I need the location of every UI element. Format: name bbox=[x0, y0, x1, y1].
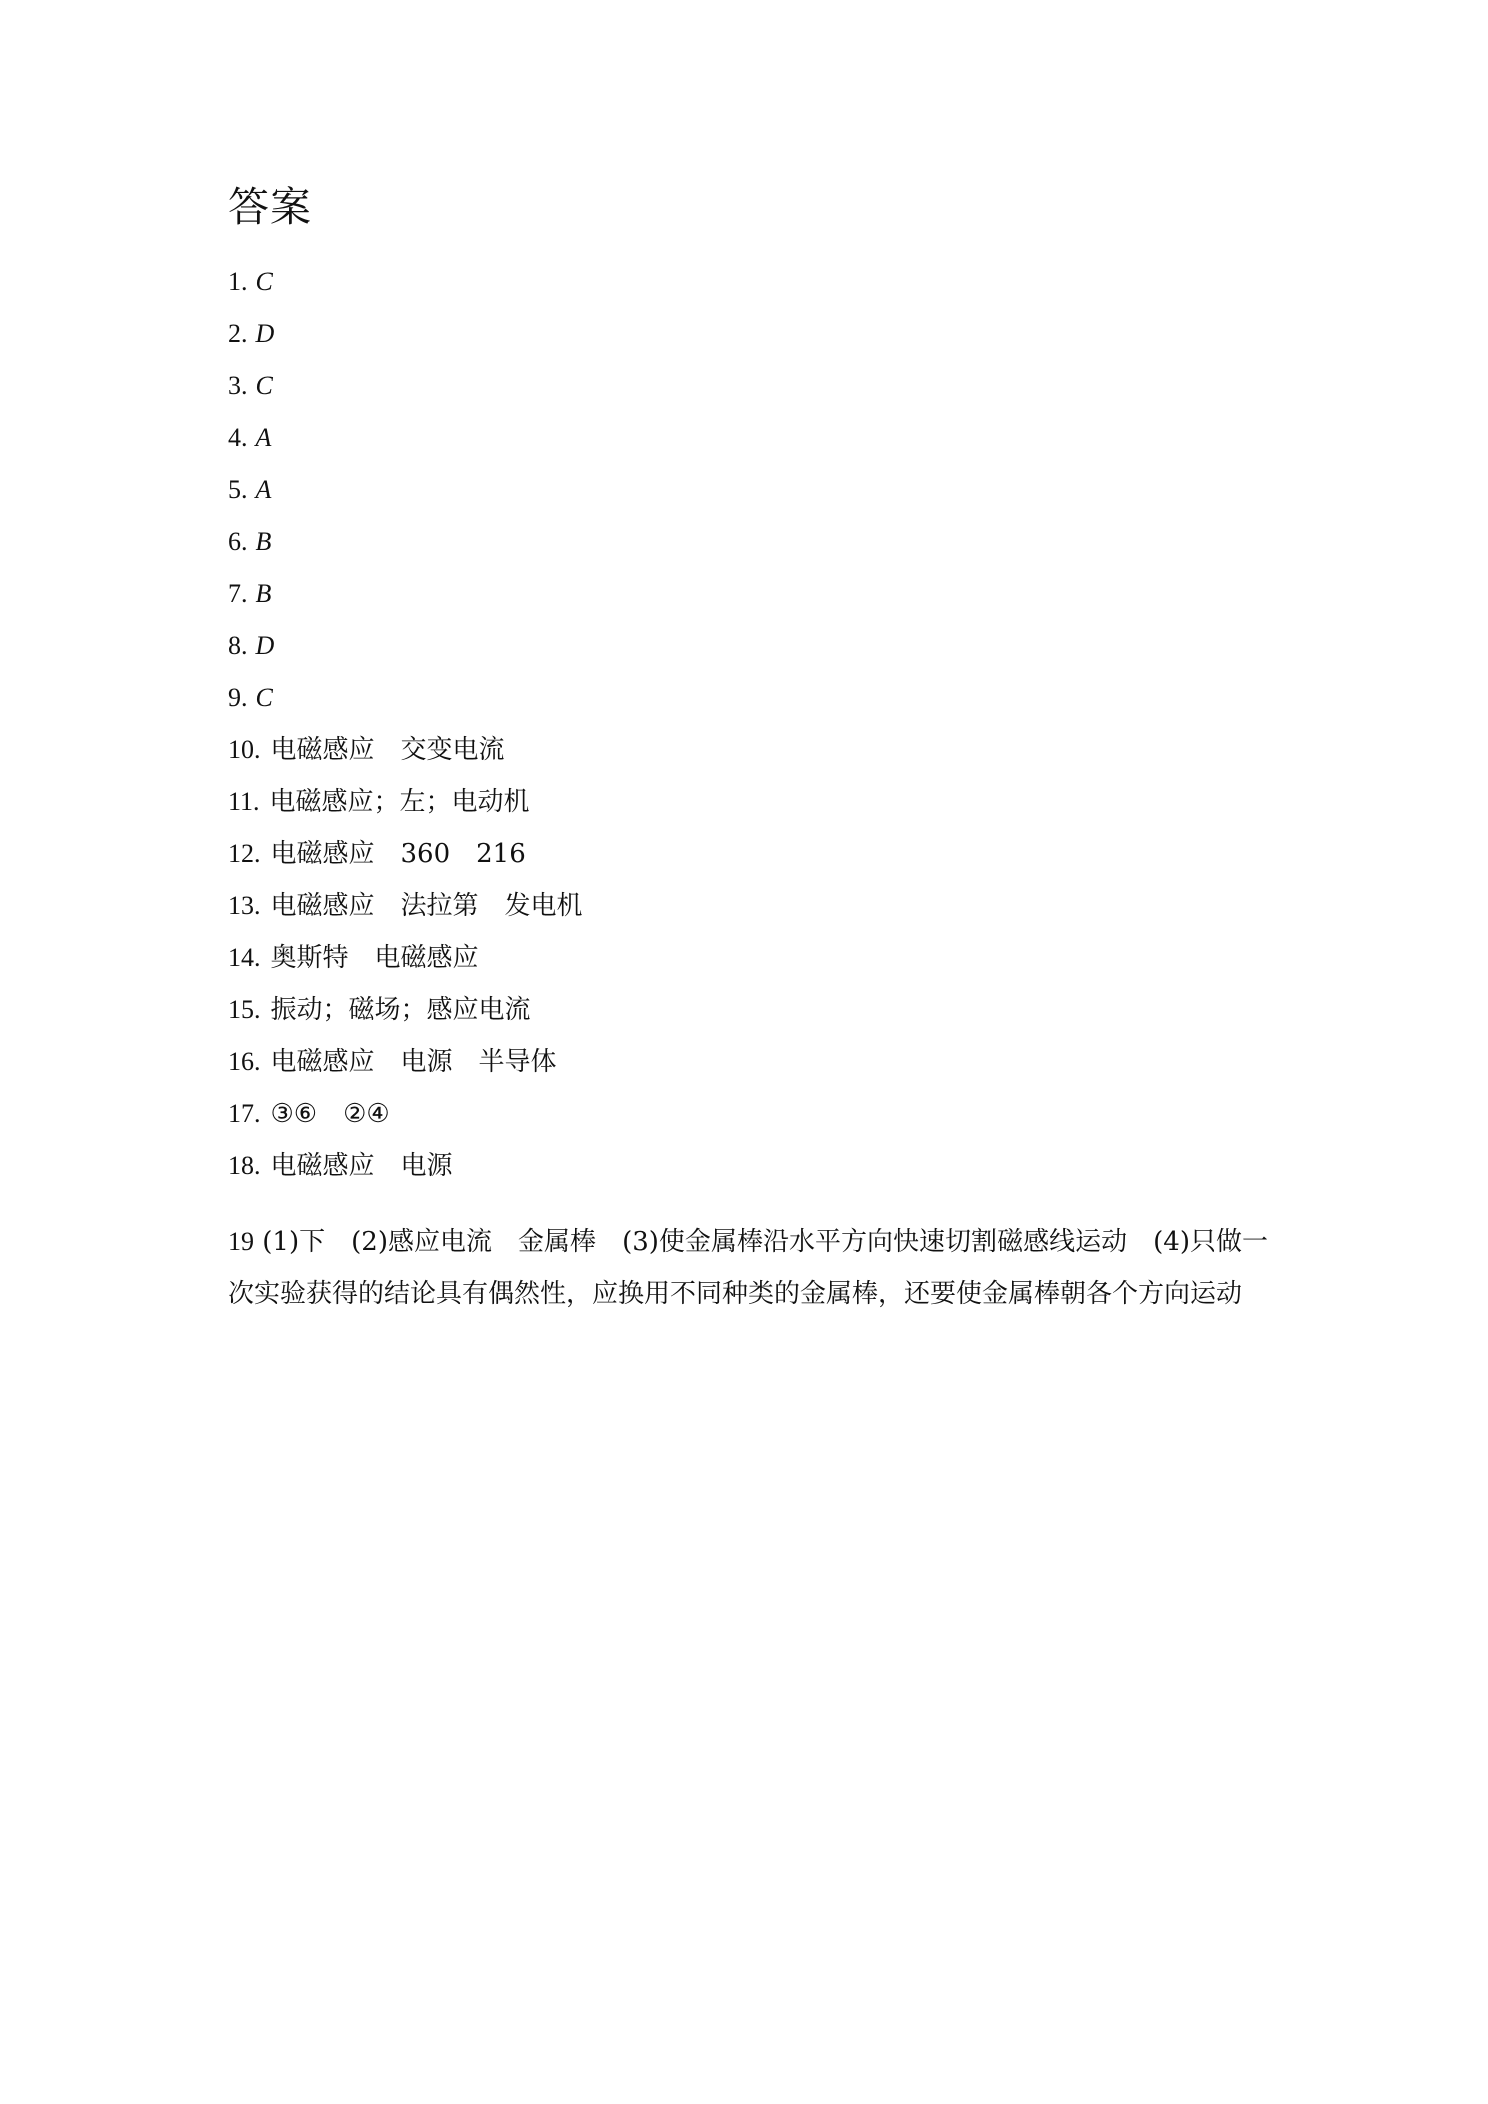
answer-item-8 bbox=[228, 620, 1278, 672]
answer-number: 18. bbox=[228, 1151, 261, 1180]
answer-value: 电磁感应 交变电流 bbox=[270, 735, 505, 765]
answer-number: 3. bbox=[228, 371, 248, 400]
answer-value: D bbox=[255, 319, 275, 348]
answer-number: 10. bbox=[228, 735, 261, 764]
answer-item-11 bbox=[228, 776, 1278, 828]
answer-value: 电磁感应 法拉第 发电机 bbox=[270, 891, 583, 921]
answer-number: 7. bbox=[228, 579, 248, 608]
answer-number: 12. bbox=[228, 839, 261, 868]
answer-value: C bbox=[255, 267, 273, 296]
page-title: 答案 bbox=[228, 183, 312, 231]
answer-value: 奥斯特 电磁感应 bbox=[270, 943, 479, 973]
answer-item-15 bbox=[228, 984, 1278, 1036]
answer-value: C bbox=[255, 683, 273, 712]
answer-list bbox=[228, 256, 1278, 1192]
answer-number: 15. bbox=[228, 995, 261, 1024]
answer-item-3 bbox=[228, 360, 1278, 412]
answer-item-2 bbox=[228, 308, 1278, 360]
answer-value: 振动；磁场；感应电流 bbox=[270, 995, 531, 1025]
answer-value: B bbox=[255, 579, 272, 608]
answer-value: (1)下 (2)感应电流 金属棒 (3)使金属棒沿水平方向快速切割磁感线运动 (4)只做一次实验获得的结论具有偶然性，应换用不同种类的金属棒，还要使金属棒朝各个方向运动 bbox=[228, 1227, 1268, 1309]
answer-number: 14. bbox=[228, 943, 261, 972]
answer-number: 2. bbox=[228, 319, 248, 348]
answer-number: 4. bbox=[228, 423, 248, 452]
answer-value: D bbox=[255, 631, 275, 660]
answer-number: 13. bbox=[228, 891, 261, 920]
answer-number: 17. bbox=[228, 1099, 261, 1128]
answer-number: 6. bbox=[228, 527, 248, 556]
answer-item-12 bbox=[228, 828, 1278, 880]
answer-value: A bbox=[255, 423, 272, 452]
answer-number: 5. bbox=[228, 475, 248, 504]
answer-item-14 bbox=[228, 932, 1278, 984]
answer-number: 8. bbox=[228, 631, 248, 660]
answer-item-10 bbox=[228, 724, 1278, 776]
answer-value: 电磁感应 电源 半导体 bbox=[270, 1047, 557, 1077]
answer-number: 16. bbox=[228, 1047, 261, 1076]
answer-number: 19 bbox=[228, 1227, 254, 1256]
answer-number: 11. bbox=[228, 787, 260, 816]
answer-item-19 bbox=[228, 1216, 1268, 1320]
answer-item-4 bbox=[228, 412, 1278, 464]
answer-value: ③⑥ ②④ bbox=[270, 1099, 390, 1129]
answer-item-7 bbox=[228, 568, 1278, 620]
answer-item-5 bbox=[228, 464, 1278, 516]
answer-item-6 bbox=[228, 516, 1278, 568]
answer-item-16 bbox=[228, 1036, 1278, 1088]
answer-number: 1. bbox=[228, 267, 248, 296]
answer-item-13 bbox=[228, 880, 1278, 932]
answer-value: 电磁感应 360 216 bbox=[270, 839, 526, 869]
answer-value: C bbox=[255, 371, 273, 400]
answer-value: 电磁感应 电源 bbox=[270, 1151, 453, 1181]
answer-number: 9. bbox=[228, 683, 248, 712]
answer-value: B bbox=[255, 527, 272, 556]
answer-item-9 bbox=[228, 672, 1278, 724]
answer-item-17 bbox=[228, 1088, 1278, 1140]
answer-item-1 bbox=[228, 256, 1278, 308]
answer-value: A bbox=[255, 475, 272, 504]
answer-item-18 bbox=[228, 1140, 1278, 1192]
answer-value: 电磁感应；左；电动机 bbox=[269, 787, 530, 817]
